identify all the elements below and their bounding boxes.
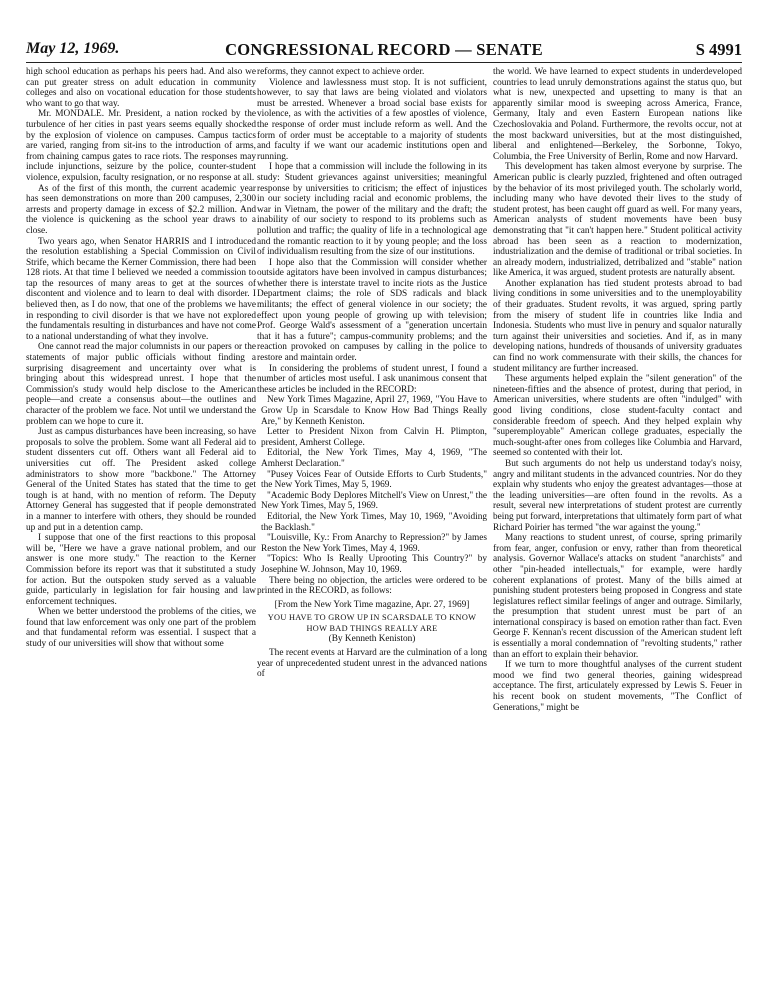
paragraph: Another explanation has tied student protests abroad to bad living conditions in some universities and to the unemployability of their graduates. Student revolts, it was argued, spring partly from the misery of student life in countries like India and Indonesia. Students who must live in penury and squalor naturally turn against their universities and societies. And if, as in many developing nations, hundreds of thousands of university graduates can find no work commensurate with their skills, the chances for student militancy are further increased.: [493, 278, 742, 374]
paragraph: Just as campus disturbances have been increasing, so have proposals to solve the problem. Some want all Federal aid to student dissenters cut off. Others want all Federal aid to universities cut off. The President asked college administrators to show more "backbone." The Attorney General of the United States has stated that the time to get tough is at hand, with no mention of reform. The Deputy Attorney General has suggested that if people demonstrated in a manner to interfere with others, they should be rounded up and put in a detention camp.: [26, 427, 256, 533]
paragraph: I hope also that the Commission will consider whether outside agitators have been involved in campus disturbances; whether there is interstate travel to incite riots as the Justice Department claims; the role of SDS radicals and black militants; the effect of general violence in our society; the effect upon young people of growing up with television; Prof. George Wald's assessment of a "generation uncertain that it has a future"; campus-community problems; and the reaction provoked on campuses by calling in the police to restore and maintain order.: [257, 257, 487, 364]
paragraph: Two years ago, when Senator HARRIS and I introduced the resolution establishing a Special Commission on Civil Strife, which became the Kerner Commission, there had been 128 riots. At that time I believed we needed a commission to tap the resources of many areas to get at the sources of discontent and violence and to learn to deal with disorder. I believed then, as I do now, that one of the problems we have in responding to civil disorder is that we have not explored the fundamentals resulting in disturbances and have not come to a national understanding of what they involve.: [26, 236, 256, 342]
paragraph: The recent events at Harvard are the culmination of a long year of unprecedented student unrest in the advanced nations of: [257, 648, 487, 680]
column-right: [493, 67, 742, 979]
paragraph: One cannot read the major columnists in our papers or the statements of major public officials without finding a surprising disagreement and uncertainty over what is bringing about this widespread unrest. I hope that the Commission's study would help disclose to the American people—and create a consensus about—the outlines and character of the problem we face. Not until we understand the problem can we hope to cure it.: [26, 342, 256, 427]
article-reference: "Topics: Who Is Really Uprooting This Country?" by Josephine W. Johnson, May 10, 1969.: [261, 554, 487, 575]
paragraph: When we better understood the problems of the cities, we found that law enforcement was only one part of the problem and that fundamental reform was essential. I suspect that a study of our universities will show that without some: [26, 607, 256, 650]
paragraph: This development has taken almost everyone by surprise. The American public is clearly puzzled, frightened and often outraged by the behavior of its most privileged youth. The scholarly world, including many who have devoted their lives to the study of student protest, has been caught off guard as well. For many years, American analysts of student movements have been busy demonstrating that "it can't happen here." Student political activity abroad has been seen as a reaction to modernization, industrialization and the demise of traditional or tribal societies. In an already modern, industrialized, detribalized and "stable" nation like America, it was argued, student protests are naturally absent.: [493, 162, 742, 279]
paragraph: Mr. MONDALE. Mr. President, a nation rocked by the turbulence of her cities in past years seems equally shocked by the explosion of violence on campuses. Campus tactics are varied, ranging from sit-ins to the introduction of arms, from chaining campus gates to race riots. The responses may include injunctions, seizure by the police, counter-student violence, expulsion, faculty resignation, or no response at all.: [26, 109, 256, 183]
header-date: May 12, 1969.: [26, 40, 120, 57]
paragraph: I suppose that one of the first reactions to this proposal will be, "Here we have a grave national problem, and our answer is one more study." The reaction to the Kerner Commission before its report was that it substituted a study for action. But the outspoken study served as a valuable guide, particularly in legislation for fair housing and law enforcement techniques.: [26, 533, 256, 607]
paragraph: If we turn to more thoughtful analyses of the current student mood we find two general theories, gaining widespread acceptance. The first, articulately expressed by Lewis S. Feuer in his recent book on student movements, "The Conflict of Generations," might be: [493, 660, 742, 713]
paragraph: reforms, they cannot expect to achieve order.: [257, 67, 425, 77]
article-reference: Letter to President Nixon from Calvin H. Plimpton, president, Amherst College.: [261, 427, 487, 448]
paragraph: As of the first of this month, the current academic year has seen demonstrations on more than 200 campuses, 2,300 arrests and property damage in excess of $2.2 million. And the violence is quickening as the school year draws to a close.: [26, 183, 256, 236]
header-page-number: S 4991: [695, 40, 742, 59]
article-reference: "Academic Body Deplores Mitchell's View on Unrest," the New York Times, May 5, 1969.: [261, 490, 487, 512]
article-reference: Editorial, the New York Times, May 4, 1969, "The Amherst Declaration.": [261, 448, 487, 469]
header-rule: [26, 62, 742, 63]
article-title: YOU HAVE TO GROW UP IN SCARSDALE TO KNOW HOW BAD THINGS REALLY ARE: [267, 613, 477, 633]
header-title: CONGRESSIONAL RECORD — SENATE: [225, 40, 543, 59]
paragraph: These arguments helped explain the "silent generation" of the nineteen-fifties and the absence of protest, during that period, in American universities, where students are often "indulged" with good living conditions, close student-faculty contact and considerable freedom of speech. And they helped explain why "superemployable" American college graduates, especially the much-sought-after ones from colleges like Columbia and Harvard, seemed so contented with their lot.: [493, 374, 742, 459]
paragraph: Many reactions to student unrest, of course, spring primarily from fear, anger, confusion or envy, rather than from theoretical analysis. Governor Wallace's attacks on student "anarchists" and other "pin-headed intellectuals," for example, were hardly coherent explanations of protest. Many of the bills aimed at punishing student protesters being proposed in Congress and state legislatures reflect similar feelings of anger and outrage. Similarly, the presumption that student unrest must be part of an international conspiracy is based on emotion rather than fact. Even George F. Kennan's recent discussion of the American student left is essentially a moral condemnation of "revolting students," rather than an effort to explain their behavior.: [493, 533, 742, 660]
article-reference: "Louisville, Ky.: From Anarchy to Repression?" by James Reston the New York Times, May 4, 1969.: [261, 533, 487, 554]
paragraph: Violence and lawlessness must stop. It is not sufficient, however, to say that laws are being violated and violators must be arrested. Whenever a broad social base exists for violence, as with the activities of a few apostles of violence, the response of order must include reform as well. And the form of order must be acceptable to a majority of students and faculty if we want our academic institutions open and running.: [257, 77, 487, 162]
paragraph: But such arguments do not help us understand today's noisy, angry and militant students in the advanced countries. Nor do they explain why students who enjoy the greatest advantages—those at the leading universities—are often found in the revolts. As a result, several new interpretations of student protest are currently being put forward, interpretations that ultimately form part of what Richard Poirier has termed "the war against the young.": [493, 458, 742, 533]
article-reference: New York Times Magazine, April 27, 1969, "You Have to Grow Up in Scarsdale to Know How Bad Things Really Are," by Kenneth Keniston.: [261, 395, 487, 427]
article-reference: Editorial, the New York Times, May 10, 1969, "Avoiding the Backlash.": [261, 511, 487, 533]
paragraph: the world. We have learned to expect students in underdeveloped countries to lead unruly demonstrations against the status quo, but what is new, unexpected and upsetting to many is that an apparently similar mood is sweeping across America, France, Germany, Italy and even Eastern European nations like Czechoslovakia and Poland. Furthermore, the revolts occur, not at the most backward universities, but at the most distinguished, liberal and enlightened—Berkeley, the Sorbonne, Tokyo, Columbia, the Free University of Berlin, Rome and now Harvard.: [493, 67, 742, 162]
article-reference: "Pusey Voices Fear of Outside Efforts to Curb Students," the New York Times, May 5, 1969.: [261, 469, 487, 491]
paragraph: I hope that a commission will include the following in its study: Student grievances against universities; meaningful response by universities to criticism; the effect of injustices in our society including racial and economic problems, the war in Vietnam, the power of the military and the draft; the inability of our society to respond to its problems such as pollution and traffic; the quality of life in a technological age and the romantic reaction to it by young people; and the loss of individualism resulting from the size of our institutions.: [257, 162, 487, 258]
paragraph: There being no objection, the articles were ordered to be printed in the RECORD, as follows:: [257, 575, 487, 597]
article-source: [From the New York Time magazine, Apr. 27, 1969]: [274, 599, 470, 610]
paragraph: In considering the problems of student unrest, I found a number of articles most useful. I ask unanimous consent that these articles be included in the RECORD:: [257, 363, 487, 395]
column-left: [26, 67, 256, 979]
article-byline: (By Kenneth Keniston): [328, 634, 416, 645]
paragraph: high school education as perhaps his peers had. And also we can put greater stress on adult education in community colleges and also on vocational education for those students who want to go that way.: [26, 67, 256, 109]
column-middle: [257, 67, 487, 979]
